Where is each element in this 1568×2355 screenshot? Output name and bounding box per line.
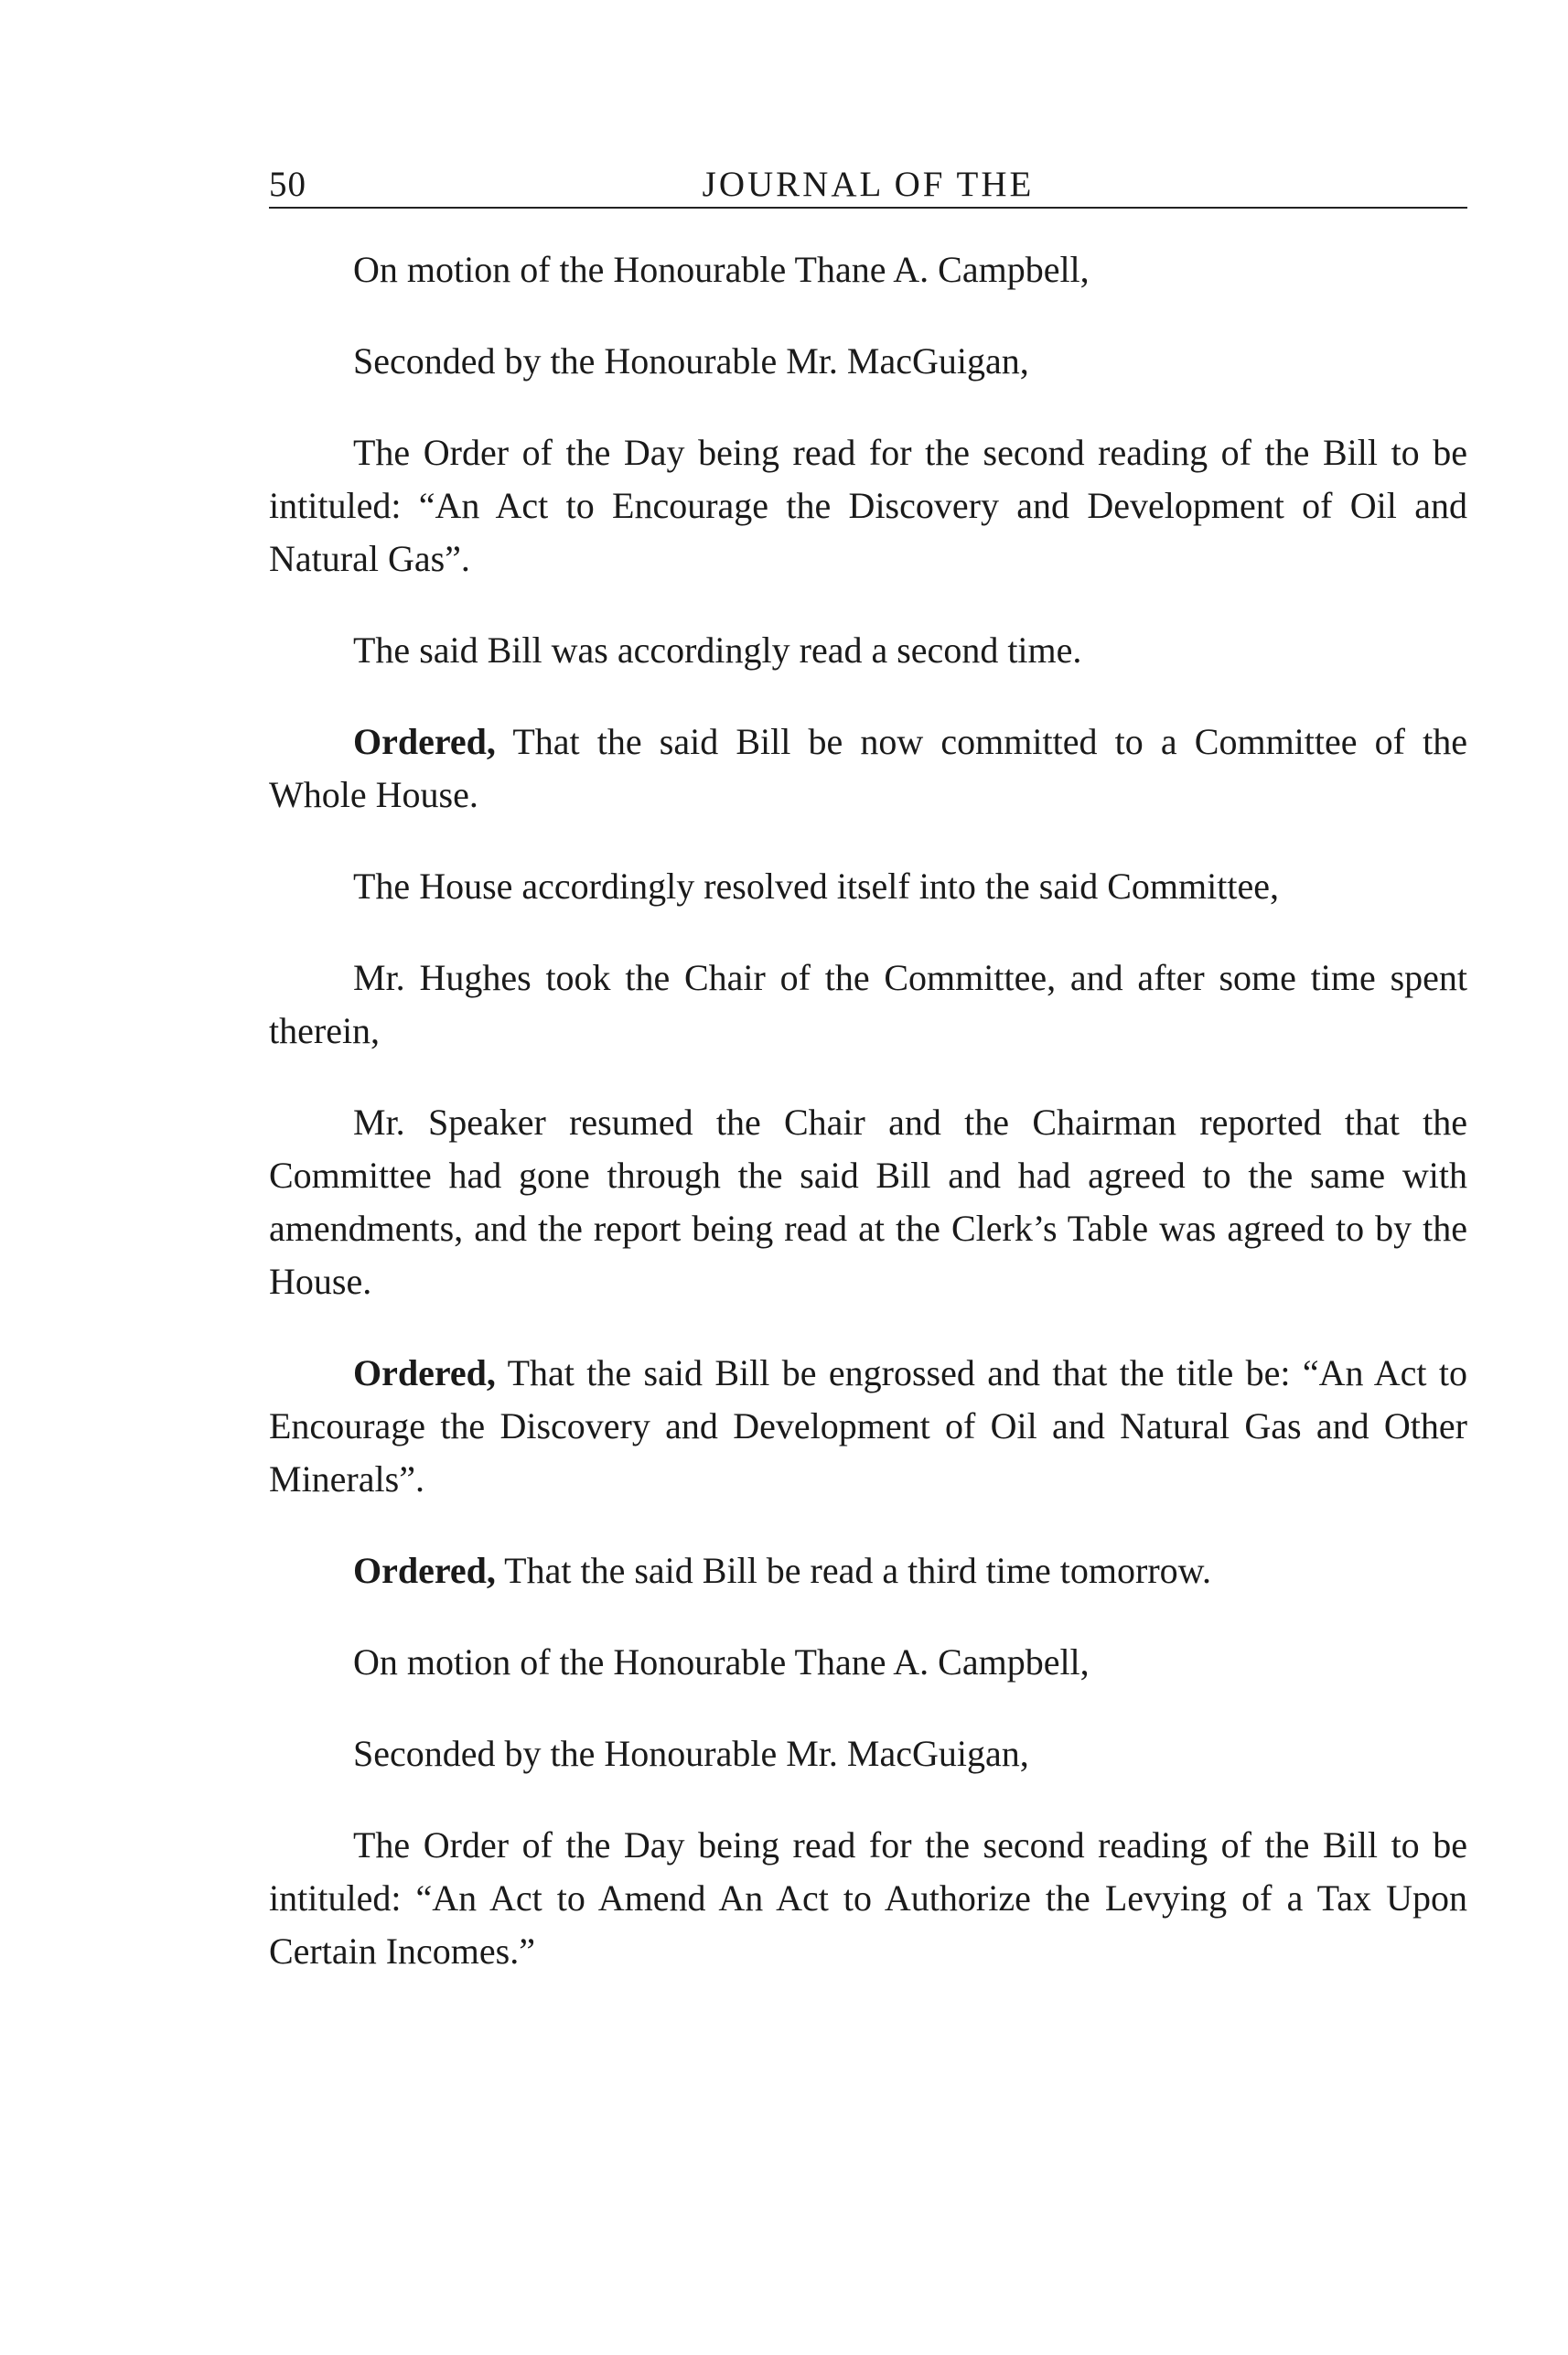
paragraph-lead: Ordered, — [353, 721, 496, 762]
running-title: JOURNAL OF THE — [702, 165, 1035, 204]
paragraph-text: On motion of the Honourable Thane A. Campbell, — [353, 1641, 1090, 1683]
paragraph-text: The Order of the Day being read for the second reading of the Bill to be intituled: “An Act to Amend An Act to Authorize the Levying of a Tax Upon Certain Incomes.” — [269, 1824, 1467, 1972]
page-number: 50 — [269, 165, 306, 204]
paragraph — [269, 1819, 1467, 1978]
paragraph — [269, 1096, 1467, 1308]
paragraph-text: Seconded by the Honourable Mr. MacGuigan, — [353, 340, 1029, 382]
paragraph — [269, 952, 1467, 1058]
paragraph-text: That the said Bill be now committed to a Committee of the Whole House. — [269, 721, 1467, 815]
paragraph-text: The said Bill was accordingly read a second time. — [353, 629, 1082, 671]
paragraph-text: Mr. Hughes took the Chair of the Committee, and after some time spent therein, — [269, 957, 1467, 1051]
paragraph-text: That the said Bill be read a third time tomorrow. — [495, 1550, 1211, 1591]
paragraph — [269, 1347, 1467, 1506]
paragraph-text: The House accordingly resolved itself into the said Committee, — [353, 866, 1279, 907]
paragraph — [269, 243, 1467, 296]
paragraph-text: Seconded by the Honourable Mr. MacGuigan, — [353, 1733, 1029, 1774]
paragraph-text: The Order of the Day being read for the second reading of the Bill to be intituled: “An Act to Encourage the Discovery and Development of Oil and Natural Gas”. — [269, 432, 1467, 579]
paragraph — [269, 1636, 1467, 1689]
journal-body — [269, 243, 1467, 1978]
paragraph-lead: Ordered, — [353, 1550, 496, 1591]
paragraph — [269, 1727, 1467, 1780]
paragraph-text: On motion of the Honourable Thane A. Campbell, — [353, 249, 1090, 290]
paragraph — [269, 715, 1467, 822]
paragraph — [269, 335, 1467, 388]
paragraph-text: That the said Bill be engrossed and that the title be: “An Act to Encourage the Discovery and Development of Oil and Natural Gas and Other Minerals”. — [269, 1352, 1467, 1500]
paragraph — [269, 1544, 1467, 1597]
paragraph-lead: Ordered, — [353, 1352, 496, 1393]
paragraph — [269, 426, 1467, 586]
running-head — [269, 163, 1467, 209]
paragraph — [269, 860, 1467, 913]
paragraph — [269, 624, 1467, 677]
paragraph-text: Mr. Speaker resumed the Chair and the Chairman reported that the Committee had gone through the said Bill and had agreed to the same with amendments, and the report being read at the Clerk’s Table was agreed to by the House. — [269, 1102, 1467, 1302]
journal-page — [269, 163, 1467, 2016]
